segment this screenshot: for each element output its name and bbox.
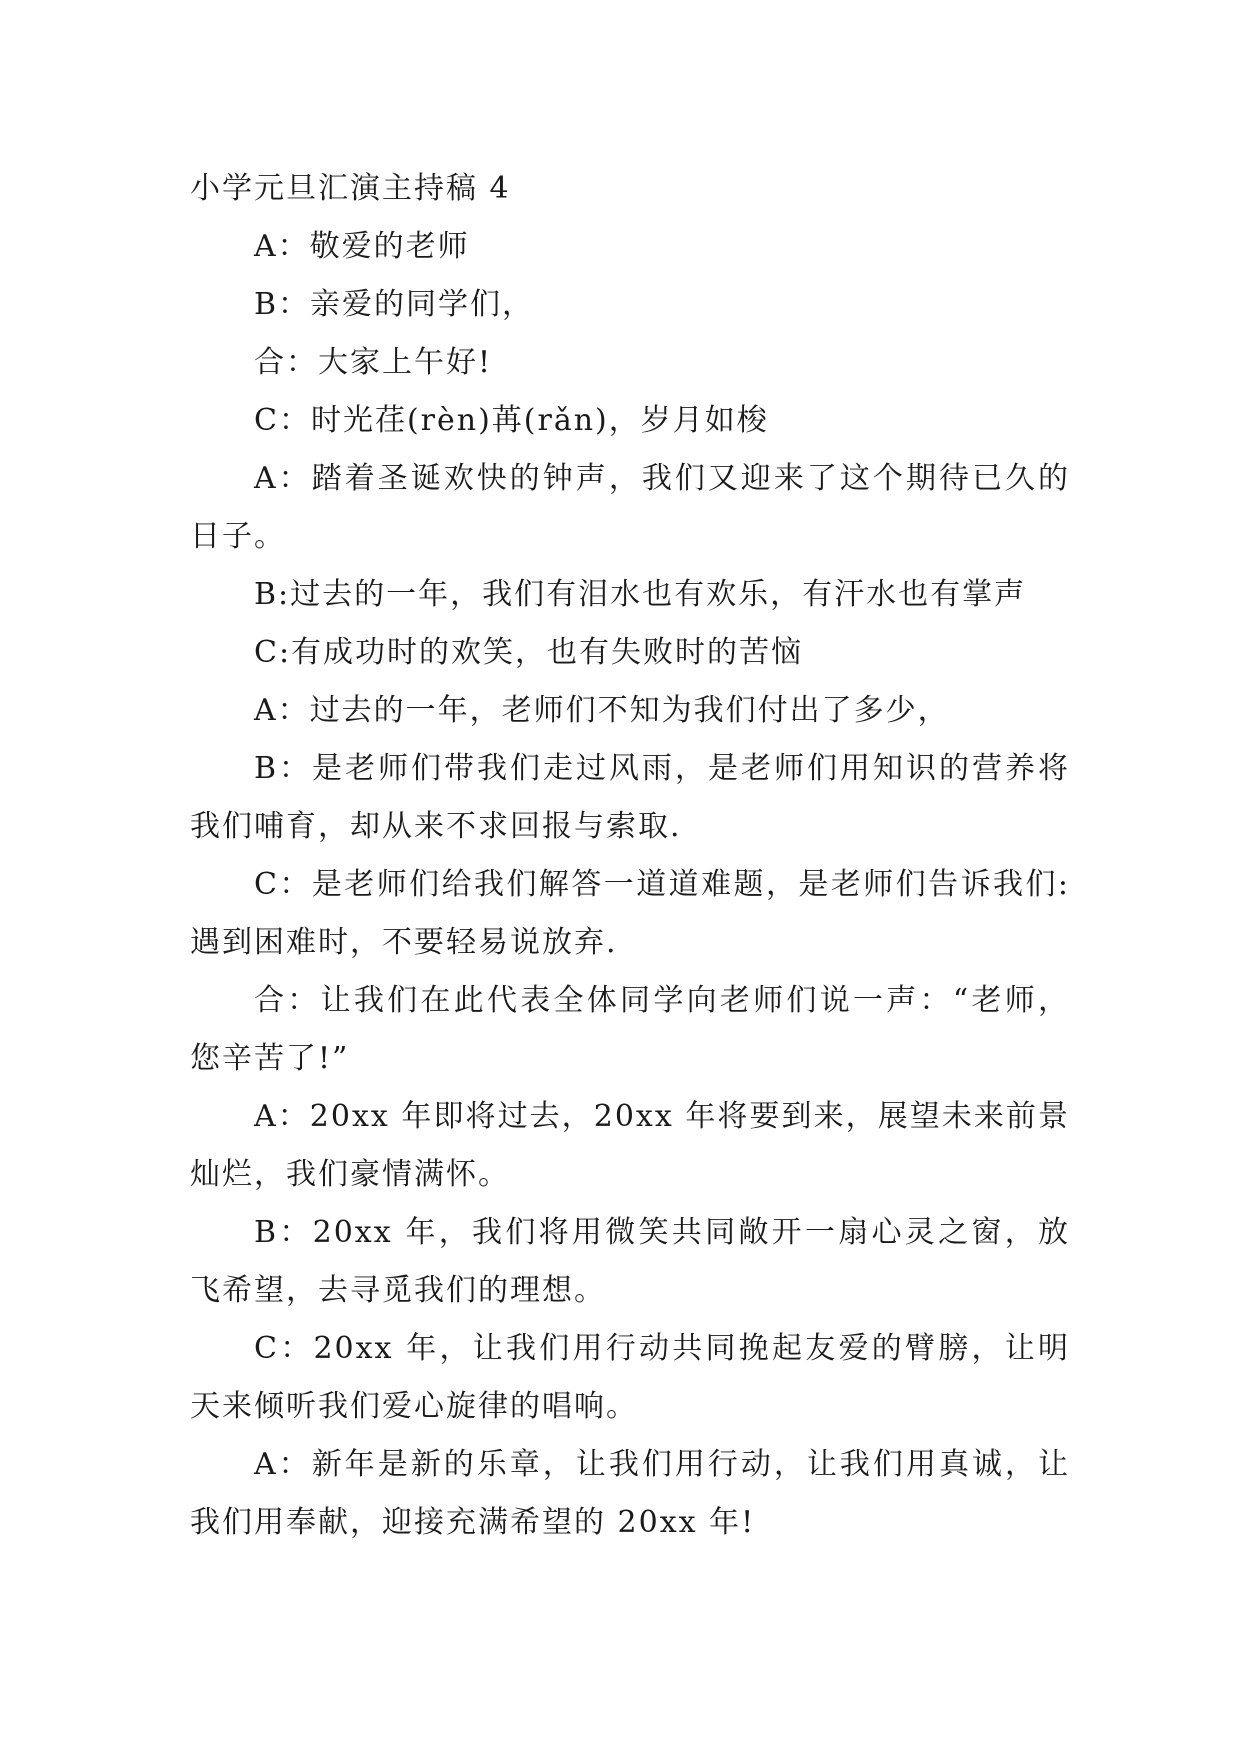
paragraph: C:有成功时的欢笑，也有失败时的苦恼 <box>254 635 804 670</box>
paragraph: C：是老师们给我们解答一道道难题，是老师们告诉我们:遇到困难时，不要轻易说放弃. <box>190 867 1070 960</box>
paragraph: B：亲爱的同学们， <box>254 287 535 322</box>
document-body <box>190 160 1070 1552</box>
paragraph: B：是老师们带我们走过风雨，是老师们用知识的营养将我们哺育，却从来不求回报与索取. <box>190 751 1070 844</box>
paragraph: C：时光荏(rèn)苒(rǎn)，岁月如梭 <box>254 403 769 438</box>
paragraph: A：敬爱的老师 <box>254 229 470 264</box>
document-title: 小学元旦汇演主持稿 4 <box>190 171 511 206</box>
paragraph: A：过去的一年，老师们不知为我们付出了多少， <box>254 693 950 728</box>
paragraph: A：新年是新的乐章，让我们用行动，让我们用真诚，让我们用奉献，迎接充满希望的 20xx 年! <box>190 1447 1070 1540</box>
paragraph: B:过去的一年，我们有泪水也有欢乐，有汗水也有掌声 <box>254 577 1027 612</box>
paragraph: C：20xx 年，让我们用行动共同挽起友爱的臂膀，让明天来倾听我们爱心旋律的唱响。 <box>190 1331 1070 1424</box>
paragraph: B：20xx 年，我们将用微笑共同敞开一扇心灵之窗，放飞希望，去寻觅我们的理想。 <box>190 1215 1070 1308</box>
paragraph: A：20xx 年即将过去，20xx 年将要到来，展望未来前景灿烂，我们豪情满怀。 <box>190 1099 1070 1192</box>
paragraph: 合：让我们在此代表全体同学向老师们说一声：“老师，您辛苦了!” <box>190 983 1070 1076</box>
paragraph: 合：大家上午好! <box>254 345 493 380</box>
paragraph: A：踏着圣诞欢快的钟声，我们又迎来了这个期待已久的日子。 <box>190 461 1070 554</box>
